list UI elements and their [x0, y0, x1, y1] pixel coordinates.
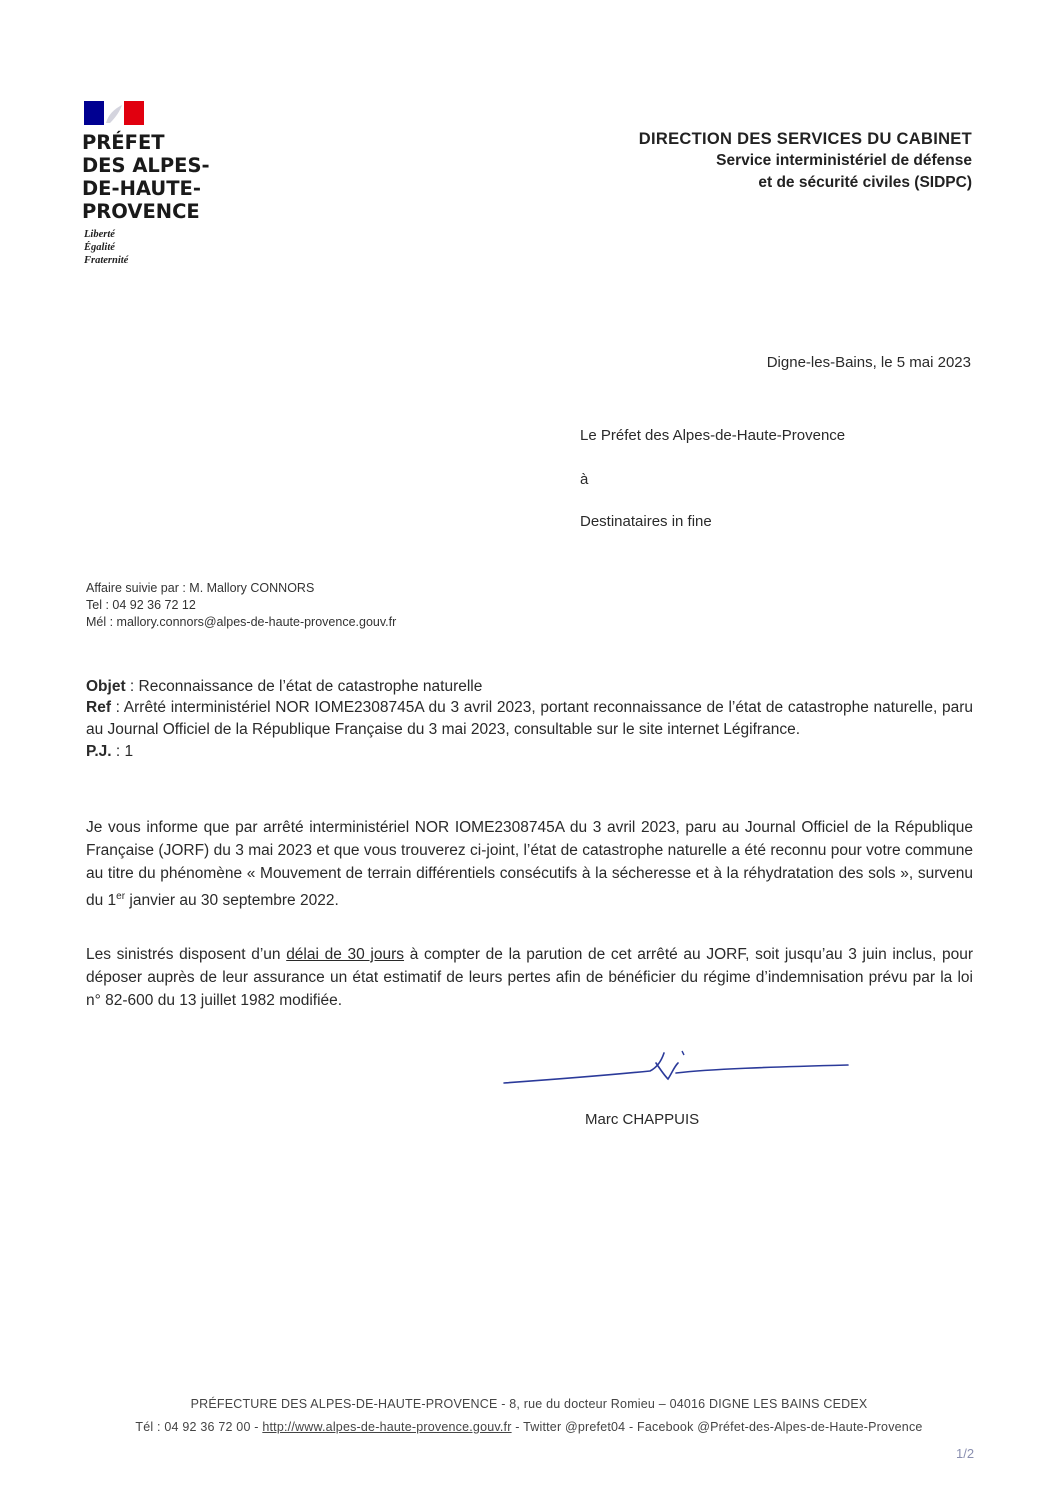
motto-fraternite: Fraternité [84, 255, 129, 266]
objet-label: Objet [86, 678, 126, 695]
signatory-name: Marc CHAPPUIS [585, 1111, 700, 1128]
letter-date: Digne-les-Bains, le 5 mai 2023 [766, 354, 971, 371]
ref-label: Ref [86, 699, 111, 716]
prefecture-title [82, 131, 210, 223]
superscript-er: er [116, 891, 126, 902]
ref-text: : Arrêté interministériel NOR IOME2308745A du 3 avril 2023, portant reconnaissance de l’état de catastrophe naturelle, paru au Journal Officiel de la République Française du 3 mai 2023, consultable sur le site internet Légifrance. [86, 699, 973, 738]
pj-text: : 1 [111, 743, 134, 760]
republic-motto [84, 228, 128, 267]
prefecture-title-line: PROVENCE [82, 200, 200, 223]
paragraph-2-end: à compter de la parution de cet arrêté au JORF, soit jusqu’au 3 juin inclus, pour déposer auprès de leur assurance un état estimatif de leurs pertes afin de bénéficier du régime d’indemnisation prévu par la loi n° 82-600 du 13 juillet 1982 modifiée. [86, 946, 973, 1009]
case-officer: Affaire suivie par : M. Mallory CONNORS [86, 581, 315, 595]
paragraph-1-text: Je vous informe que par arrêté interministériel NOR IOME2308745A du 3 avril 2023, paru au Journal Officiel de la République Française (JORF) du 3 mai 2023 et que vous trouverez ci-joint, l’état de catastrophe naturelle a été reconnu pour votre commune au titre du phénomène « Mouvement de terrain différentiels consécutifs à la sécheresse et à la réhydratation des sols », survenu du 1 [86, 819, 973, 910]
deadline-underlined: délai de 30 jours [286, 946, 405, 963]
prefecture-title-line: DES ALPES- [82, 154, 210, 177]
sender-line: Le Préfet des Alpes-de-Haute-Provence [580, 427, 846, 444]
pj-label: P.J. [86, 743, 112, 760]
service-line-1: Service interministériel de défense [716, 152, 972, 169]
subject-block [86, 676, 973, 763]
case-phone: Tel : 04 92 36 72 12 [86, 598, 196, 612]
handwritten-signature [500, 1045, 852, 1095]
footer-address: PRÉFECTURE DES ALPES-DE-HAUTE-PROVENCE - 8, rue du docteur Romieu – 04016 DIGNE LES BAINS CEDEX [190, 1397, 868, 1411]
motto-liberte: Liberté [84, 229, 115, 240]
paragraph-2-start: Les sinistrés disposent d’un [86, 946, 287, 963]
recipient-line: Destinataires in fine [580, 513, 712, 530]
footer-phone: Tél : 04 92 36 72 00 - [135, 1420, 263, 1434]
pj-line [86, 741, 973, 763]
footer-social: - Twitter @prefet04 - Facebook @Préfet-des-Alpes-de-Haute-Provence [511, 1420, 923, 1434]
issuing-service-header [639, 128, 972, 194]
direction-title: DIRECTION DES SERVICES DU CABINET [638, 130, 972, 148]
ref-paragraph [86, 697, 973, 741]
service-line-2: et de sécurité civiles (SIDPC) [758, 174, 972, 191]
case-email: Mél : mallory.connors@alpes-de-haute-provence.gouv.fr [86, 615, 397, 629]
objet-text: : Reconnaissance de l’état de catastrophe naturelle [125, 678, 483, 695]
paragraph-1-end: janvier au 30 septembre 2022. [125, 892, 339, 910]
prefecture-title-line: PRÉFET [82, 131, 165, 154]
marianne-flag-logo [84, 101, 144, 125]
page-number: 1/2 [956, 1446, 975, 1461]
footer-contacts [0, 1420, 1058, 1434]
to-line: à [580, 471, 589, 488]
motto-egalite: Égalité [84, 242, 115, 253]
body-paragraph-1 [86, 816, 973, 912]
footer-website-link[interactable]: http://www.alpes-de-haute-provence.gouv.fr [262, 1420, 512, 1434]
body-paragraph-2 [86, 943, 973, 1012]
prefecture-title-line: DE-HAUTE- [82, 177, 201, 200]
objet-line [86, 676, 973, 697]
case-contact-block [86, 580, 396, 631]
